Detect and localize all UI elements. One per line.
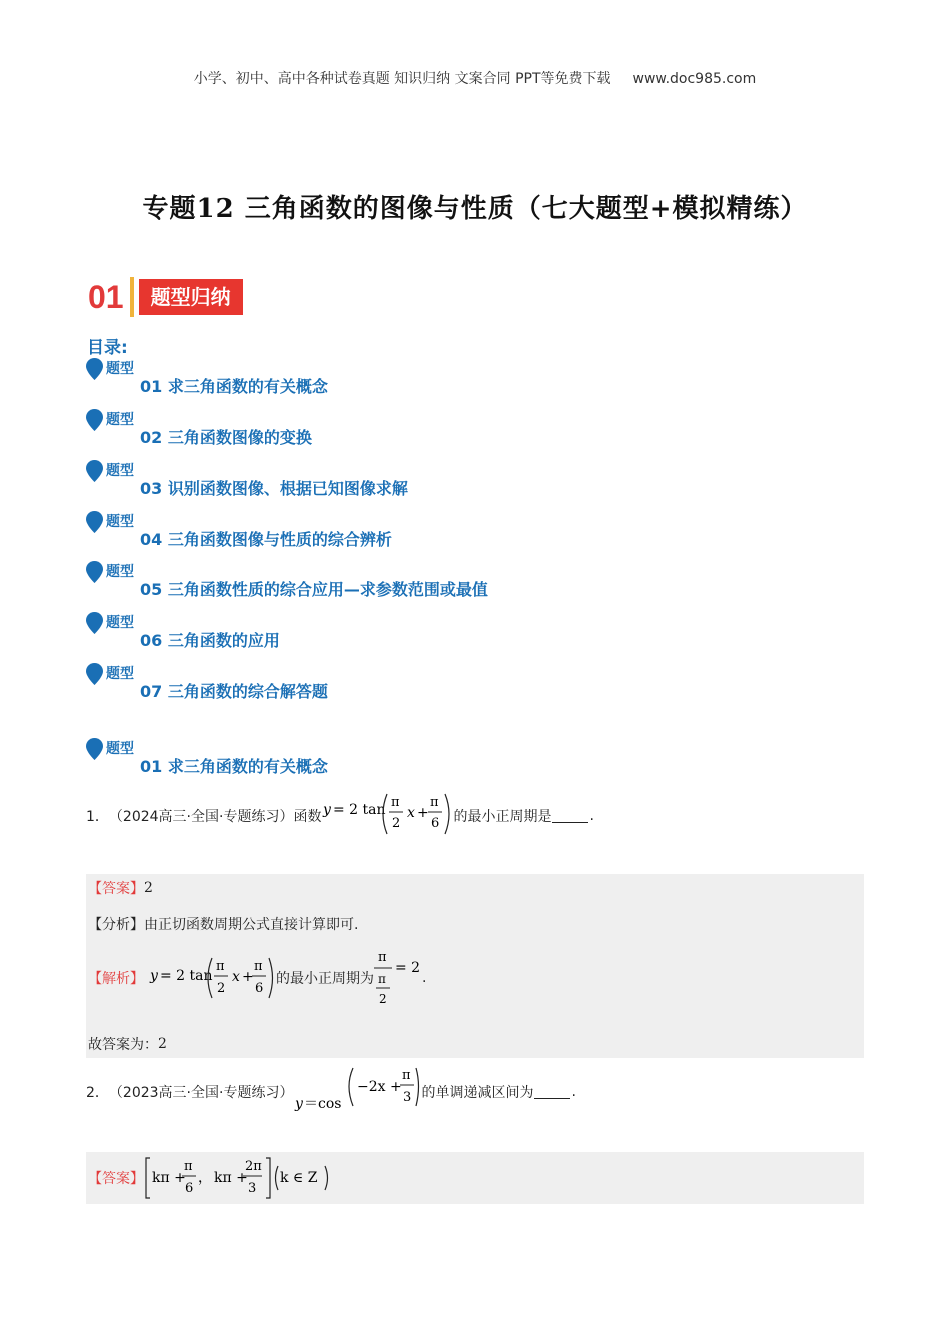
q2-answer-line <box>88 1154 334 1202</box>
toc-item-title[interactable]: 05 三角函数性质的综合应用—求参数范围或最值 <box>140 580 488 599</box>
q2a-kpi-1: kπ + <box>152 1170 186 1186</box>
q2a-k-in-z: k ∈ Z <box>280 1170 318 1186</box>
answer-block-1 <box>86 874 864 1058</box>
toc-item[interactable] <box>86 663 686 703</box>
q1-answer-line <box>88 878 153 898</box>
q1r-eq: = 2 <box>395 960 421 976</box>
toc-item-title[interactable]: 01 求三角函数的有关概念 <box>140 377 328 396</box>
header-url[interactable]: www.doc985.com <box>632 71 757 87</box>
toc-item-title[interactable]: 03 识别函数图像、根据已知图像求解 <box>140 479 408 498</box>
toc-item-title[interactable]: 02 三角函数图像的变换 <box>140 428 312 447</box>
q2-answer-formula <box>144 1154 334 1202</box>
header-text: 小学、初中、高中各种试卷真题 知识归纳 文案合同 PPT等免费下载 <box>193 71 611 87</box>
q1s-plus: + <box>242 969 254 985</box>
q2-pi: π <box>402 1068 411 1083</box>
question-1-tail: 的最小正周期是 <box>453 809 552 825</box>
section-heading-tag: 题型 <box>106 741 134 757</box>
q2a-six: 6 <box>185 1181 194 1196</box>
q1-plus: + <box>417 805 430 821</box>
q2a-kpi-2: kπ + <box>214 1170 248 1186</box>
q1r-two: 2 <box>379 992 387 1006</box>
toc-item[interactable] <box>86 409 686 449</box>
q1-analysis-line <box>88 914 358 934</box>
q1-solution-mid: 的最小正周期为 <box>276 971 374 987</box>
site-header <box>0 68 950 88</box>
q1-solution-line <box>88 948 426 1008</box>
q1-conclusion-text: 故答案为： <box>88 1037 158 1053</box>
q1-pi-1: π <box>391 795 400 810</box>
question-2-formula <box>293 1064 421 1120</box>
toc-item[interactable] <box>86 460 686 500</box>
q1-solution-tag: 【解析】 <box>88 971 144 987</box>
toc-item-tag: 题型 <box>106 412 134 428</box>
q1-conclusion-value: 2 <box>158 1036 167 1052</box>
toc-item-tag: 题型 <box>106 361 134 377</box>
q1s-six: 6 <box>255 981 264 996</box>
q1s-pi-2: π <box>254 959 263 974</box>
location-pin-icon <box>86 460 103 482</box>
question-1 <box>86 788 594 844</box>
q1-solution-formula <box>144 950 276 1006</box>
q2a-three: 3 <box>248 1181 257 1196</box>
section-heading <box>86 738 686 778</box>
q1s-y: y <box>150 968 158 984</box>
q2-y: y <box>295 1096 304 1112</box>
q1-analysis-text: 由正切函数周期公式直接计算即可. <box>144 917 359 933</box>
section-badge <box>88 276 243 318</box>
q1-six: 6 <box>431 816 440 831</box>
q1-pi-2: π <box>430 795 439 810</box>
question-2-source: （2023高三·全国·专题练习） <box>108 1085 294 1101</box>
toc-item-tag: 题型 <box>106 615 134 631</box>
section-label: 题型归纳 <box>139 279 243 315</box>
question-1-formula <box>321 788 453 844</box>
toc-label: 目录: <box>87 338 128 358</box>
section-divider <box>130 277 134 317</box>
q2a-comma: ， <box>198 1170 212 1186</box>
q1r-pi-mid: π <box>378 972 386 986</box>
location-pin-icon <box>86 561 103 583</box>
q2-neg2x: −2x + <box>357 1079 403 1095</box>
q1-answer-tag: 【答案】 <box>88 881 144 897</box>
toc-item[interactable] <box>86 612 686 652</box>
q1-two: 2 <box>392 816 401 831</box>
question-1-source: （2024高三·全国·专题练习）函数 <box>108 809 322 825</box>
answer-block-2 <box>86 1152 864 1204</box>
location-pin-icon <box>86 738 103 760</box>
question-2 <box>86 1064 576 1120</box>
toc-item-tag: 题型 <box>106 564 134 580</box>
toc-item-title[interactable]: 06 三角函数的应用 <box>140 631 280 650</box>
question-1-number: 1． <box>86 809 109 825</box>
question-2-end: . <box>571 1084 576 1100</box>
toc-item[interactable] <box>86 511 686 551</box>
q1-solution-end: . <box>422 970 427 986</box>
location-pin-icon <box>86 511 103 533</box>
q1s-two: 2 <box>217 981 226 996</box>
q2-three: 3 <box>403 1090 412 1105</box>
toc-item-tag: 题型 <box>106 514 134 530</box>
q1r-pi-top: π <box>378 950 387 965</box>
q1-answer-value: 2 <box>144 880 153 896</box>
q2-eq: ＝cos <box>304 1096 342 1112</box>
q2-answer-tag: 【答案】 <box>88 1171 144 1187</box>
question-1-blank <box>552 810 588 823</box>
q1-eq: = 2 tan <box>333 802 386 818</box>
toc-item-title[interactable]: 04 三角函数图像与性质的综合辨析 <box>140 530 392 549</box>
q2a-2pi: 2π <box>245 1159 262 1174</box>
toc-item-title[interactable]: 07 三角函数的综合解答题 <box>140 682 328 701</box>
q2a-pi: π <box>184 1159 193 1174</box>
q1s-pi-1: π <box>216 959 225 974</box>
q1s-eq: = 2 tan <box>160 968 213 984</box>
document-title: 专题12 三角函数的图像与性质（七大题型+模拟精练） <box>142 194 808 224</box>
question-2-blank <box>534 1086 570 1099</box>
q1s-x: x <box>232 969 240 985</box>
location-pin-icon <box>86 612 103 634</box>
section-heading-title: 01 求三角函数的有关概念 <box>140 757 328 776</box>
question-1-end: . <box>589 808 594 824</box>
q1-solution-result <box>374 948 422 1008</box>
q1-x: x <box>407 805 416 821</box>
q1-conclusion-line <box>88 1034 167 1054</box>
location-pin-icon <box>86 663 103 685</box>
toc-item[interactable] <box>86 561 686 601</box>
toc-item-tag: 题型 <box>106 463 134 479</box>
q1-analysis-tag: 【分析】 <box>88 917 144 933</box>
location-pin-icon <box>86 358 103 380</box>
toc-item[interactable] <box>86 358 686 398</box>
question-2-tail: 的单调递减区间为 <box>421 1085 534 1101</box>
location-pin-icon <box>86 409 103 431</box>
toc-item-tag: 题型 <box>106 666 134 682</box>
section-number: 01 <box>88 279 124 315</box>
q1-y: y <box>323 802 332 818</box>
question-2-number: 2． <box>86 1085 109 1101</box>
